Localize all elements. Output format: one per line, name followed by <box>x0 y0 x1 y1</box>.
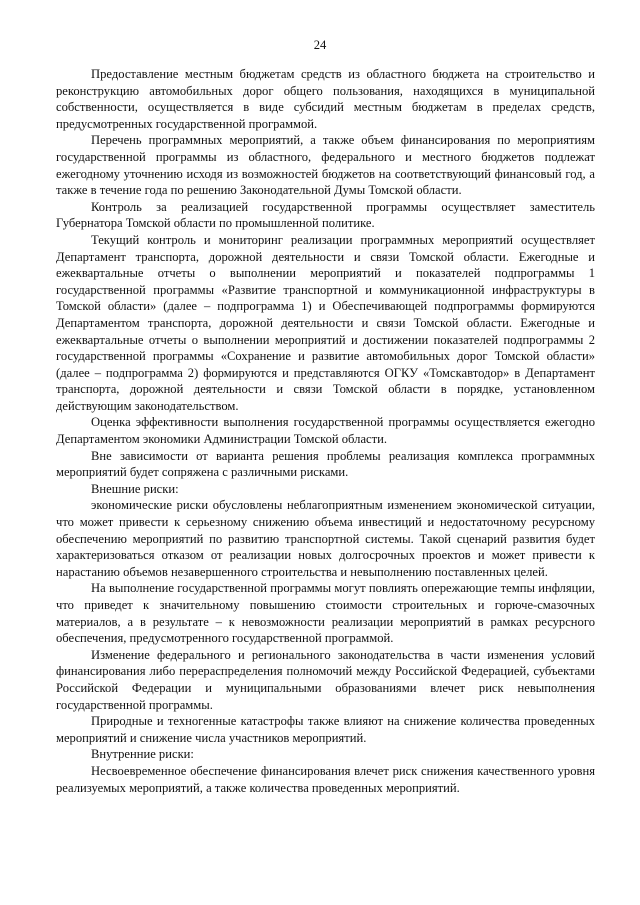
page-number: 24 <box>313 38 327 52</box>
heading-internal-risks: Внутренние риски: <box>91 747 194 762</box>
document-body <box>56 66 595 796</box>
paragraph-legislation: Изменение федерального и регионального законодательства в части изменения условий финансирования либо перераспределения полномочий между Российской Федерацией, субъектами Российской Федерации и муниципальными образованиями влечет риск невыполнения государственной программы. <box>56 647 595 712</box>
paragraph-risks-intro: Вне зависимости от варианта решения проблемы реализация комплекса программных мероприятий будет сопряжена с различными рисками. <box>56 448 595 480</box>
paragraph-economic-risks: экономические риски обусловлены неблагоприятным изменением экономической ситуации, что может привести к серьезному снижению объема инвестиций и недостаточному ресурсному обеспечению мероприятий по развитию транспортной системы. Такой сценарий развития будет характеризоваться отказом от реализации новых долгосрочных проектов и может привести к нарастанию объемов незавершенного строительства и невыполнению поставленных целей. <box>56 498 595 579</box>
paragraph-funding-list: Перечень программных мероприятий, а также объем финансирования по мероприятиям государственной программы из областного, федерального и местного бюджетов подлежат ежегодному уточнению исходя из возможностей бюджетов на соответствующий финансовый год, а также в течение года по решению Законодательной Думы Томской области. <box>56 133 595 198</box>
paragraph-monitoring: Текущий контроль и мониторинг реализации программных мероприятий осуществляет Департамент транспорта, дорожной деятельности и связи Томской области. Ежегодные и ежеквартальные отчеты о выполнении мероприятий и показателей подпрограммы 1 государственной программы «Развитие транспортной и коммуникационной инфраструктуры в Томской области» (далее – подпрограмма 1) и Обеспечивающей подпрограммы формируются Департаментом транспорта, дорожной деятельности и связи Томской области. Ежегодные и ежеквартальные отчеты о выполнении мероприятий и достижении показателей подпрограммы 2 государственной программы «Сохранение и развитие автомобильных дорог Томской области» (далее – подпрограмма 2) формируются и представляются ОГКУ «Томскавтодор» в Департамент транспорта, дорожной деятельности и связи Томской области в порядке, установленном действующим законодательством. <box>56 232 595 413</box>
heading-external-risks: Внешние риски: <box>91 481 179 496</box>
paragraph-subsidies: Предоставление местным бюджетам средств из областного бюджета на строительство и реконструкцию автомобильных дорог общего пользования, находящихся в муниципальной собственности, осуществляется в виде субсидий местным бюджетам в пределах средств, предусмотренных государственной программой. <box>56 67 595 131</box>
paragraph-inflation: На выполнение государственной программы могут повлиять опережающие темпы инфляции, что приведет к значительному повышению стоимости строительных и горюче-смазочных материалов, а в результате – к невозможности реализации мероприятий в рамках ресурсного обеспечения, предусмотренного государственной программой. <box>56 581 595 646</box>
paragraph-control: Контроль за реализацией государственной программы осуществляет заместитель Губернатора Томской области по промышленной политике. <box>56 199 595 231</box>
paragraph-disasters: Природные и техногенные катастрофы также влияют на снижение количества проведенных мероприятий и снижение числа участников мероприятий. <box>56 714 595 745</box>
paragraph-efficiency: Оценка эффективности выполнения государственной программы осуществляется ежегодно Департаментом экономики Администрации Томской области. <box>56 415 595 447</box>
paragraph-untimely-funding: Несвоевременное обеспечение финансирования влечет риск снижения качественного уровня реализуемых мероприятий, а также количества проведенных мероприятий. <box>56 763 595 795</box>
